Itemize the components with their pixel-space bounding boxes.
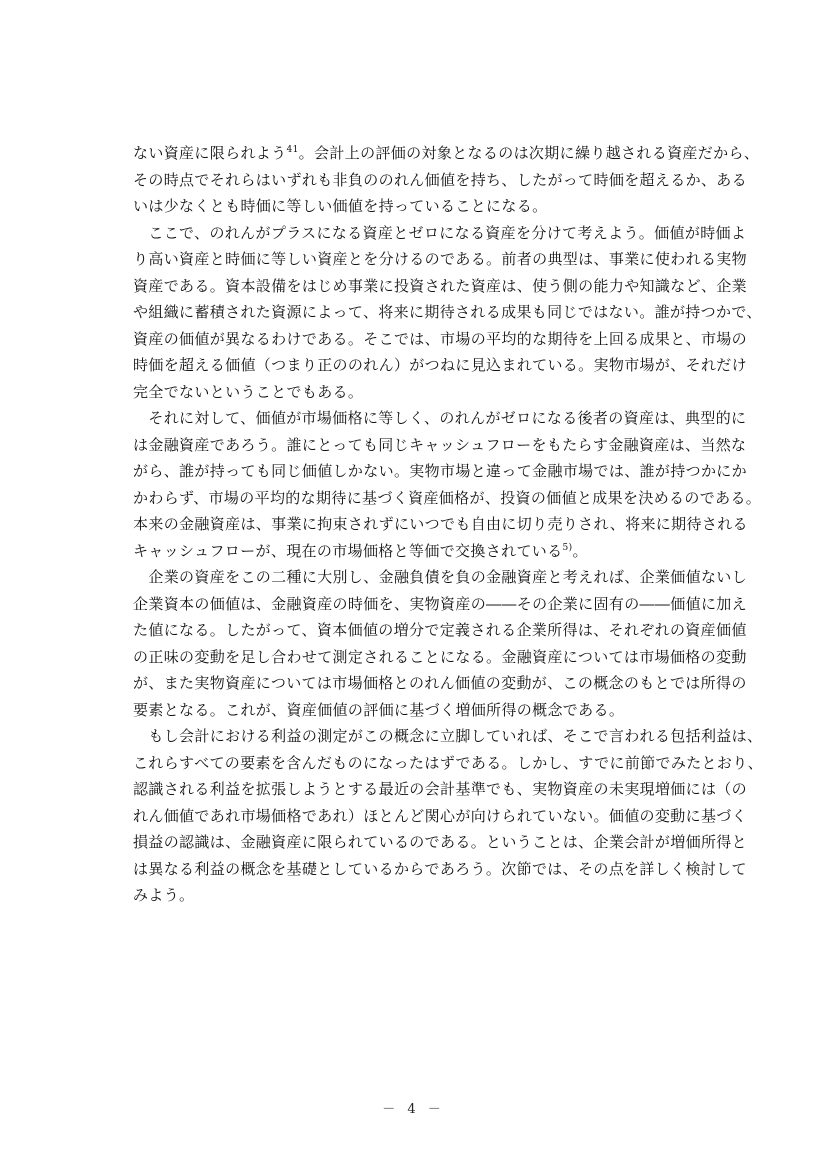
text-line: もし会計における利益の測定がこの概念に立脚していれば、そこで言われる包括利益は、 xyxy=(133,727,763,745)
footnote-ref: 41 xyxy=(286,145,299,155)
text-line: 企業の資産をこの二種に大別し、金融負債を負の金融資産と考えれば、企業価値ないし xyxy=(133,568,748,586)
text-line: その時点でそれらはいずれも非負ののれん価値を持ち、したがって時価を超えるか、ある xyxy=(133,170,748,189)
text-line: それに対して、価値が市場価格に等しく、のれんがゼロになる後者の資産は、典型的に xyxy=(133,409,747,427)
text-line: がら、誰が持っても同じ価値しかない。実物市場と違って金融市場では、誰が持つかにか xyxy=(133,462,748,480)
text-segment: キャッシュフローが、現在の市場価格と等価で交換されている xyxy=(133,541,563,560)
body-text xyxy=(133,140,773,909)
text-line: 時価を超える価値（つまり正ののれん）がつねに見込まれている。実物市場が、それだけ xyxy=(133,356,748,374)
text-line xyxy=(133,538,773,565)
text-line: り高い資産と時価に等しい資産とを分けるのである。前者の典型は、事業に使われる実物 xyxy=(133,250,748,268)
text-line: や組織に蓄積された資源によって、将来に期待される成果も同じではない。誰が持つかで、 xyxy=(133,303,762,321)
text-line: 資産である。資本設備をはじめ事業に投資された資産は、使う側の能力や知識など、企業 xyxy=(133,276,748,295)
text-segment: 。会計上の評価の対象となるのは次期に繰り越される資産だから、 xyxy=(298,144,760,162)
page-number: － 4 － xyxy=(382,1102,445,1117)
text-line: いは少なくとも時価に等しい価値を持っていることになる。 xyxy=(133,197,548,215)
text-segment: ない資産に限られよう xyxy=(133,144,287,162)
text-line: これらすべての要素を含んだものになったはずである。しかし、すでに前節でみたとおり、 xyxy=(133,753,763,772)
paragraph-4 xyxy=(133,564,773,723)
text-line: 資産の価値が異なるわけである。そこでは、市場の平均的な期待を上回る成果と、市場の xyxy=(133,329,748,348)
text-line: が、また実物資産については市場価格とのれん価値の変動が、この概念のもとでは所得の xyxy=(133,674,747,692)
text-line: かわらず、市場の平均的な期待に基づく資産価格が、投資の価値と成果を決めるのである。 xyxy=(133,488,762,507)
text-line: 損益の認識は、金融資産に限られているのである。ということは、企業会計が増価所得と xyxy=(133,833,748,851)
text-line: 企業資本の価値は、金融資産の時価を、実物資産の――その企業に固有の――価値に加え xyxy=(133,594,748,613)
paragraph-2 xyxy=(133,220,773,406)
text-line xyxy=(133,140,773,167)
text-line: は金融資産であろう。誰にとっても同じキャッシュフローをもたらす金融資産は、当然な xyxy=(133,435,747,454)
text-line: みよう。 xyxy=(133,886,195,904)
text-line: た値になる。したがって、資本価値の増分で定義される企業所得は、それぞれの資産価値 xyxy=(133,621,747,639)
paragraph-5 xyxy=(133,723,773,909)
paragraph-1 xyxy=(133,140,773,220)
text-line: の正味の変動を足し合わせて測定されることになる。金融資産については市場価格の変動 xyxy=(133,647,747,666)
text-line: 完全でないということでもある。 xyxy=(133,382,364,401)
text-line: 認識される利益を拡張しようとする最近の会計基準でも、実物資産の未実現増価には（の xyxy=(133,780,748,798)
text-line: ここで、のれんがプラスになる資産とゼロになる資産を分けて考えよう。価値が時価よ xyxy=(133,223,747,242)
text-line: れん価値であれ市場価格であれ）ほとんど関心が向けられていない。価値の変動に基づく xyxy=(133,806,748,825)
text-line: 本来の金融資産は、事業に拘束されずにいつでも自由に切り売りされ、将来に期待される xyxy=(133,515,748,533)
text-line: は異なる利益の概念を基礎としているからであろう。次節では、その点を詳しく検討して xyxy=(133,859,747,878)
text-line: 要素となる。これが、資産価値の評価に基づく増価所得の概念である。 xyxy=(133,700,625,719)
paragraph-3 xyxy=(133,405,773,564)
text-segment: 。 xyxy=(572,541,588,560)
footnote-ref: 5) xyxy=(562,542,573,553)
